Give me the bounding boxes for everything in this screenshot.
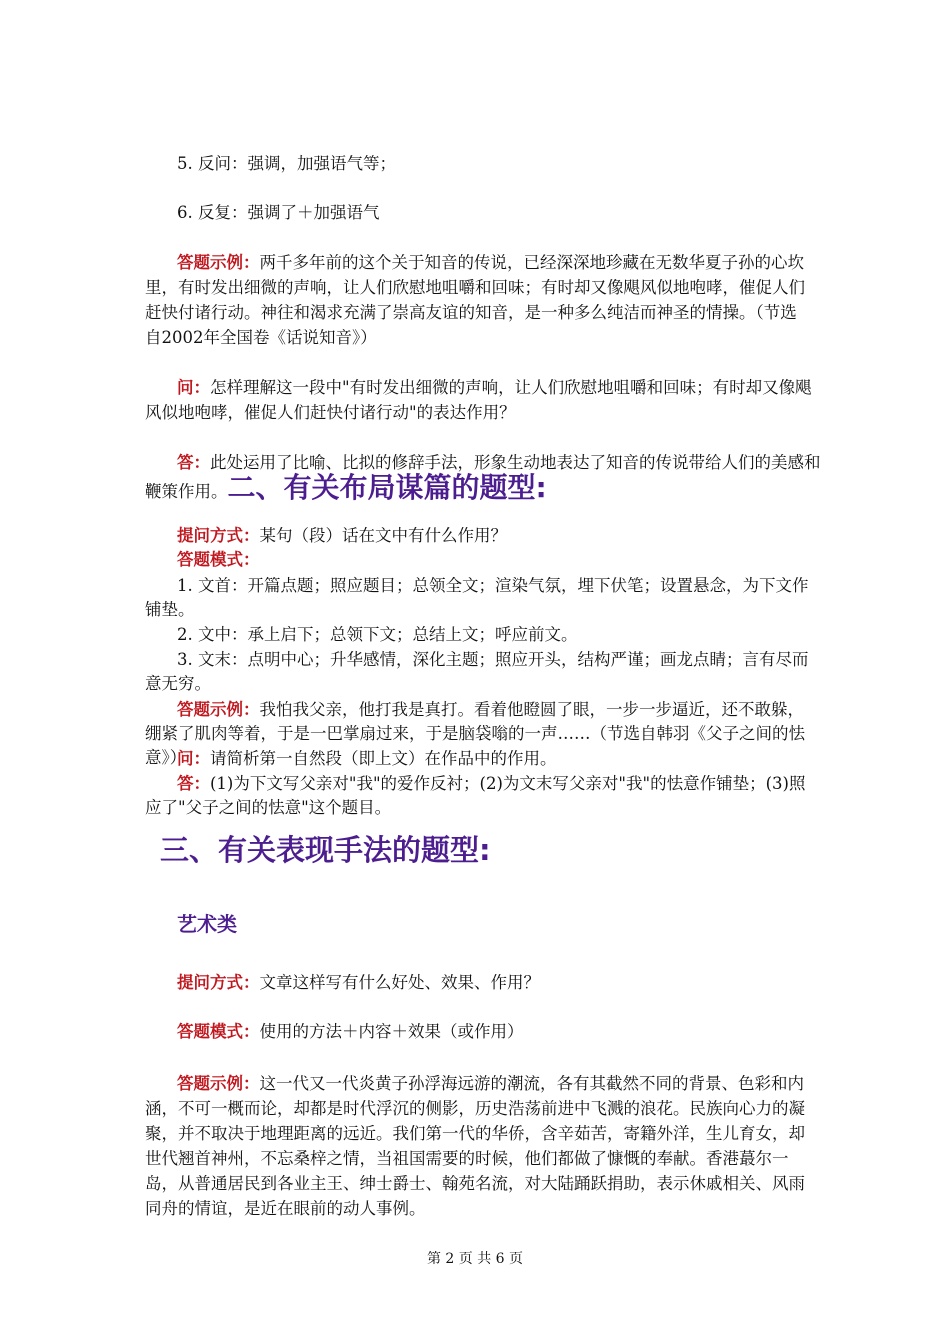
example-paragraph-zhiyin [145, 250, 813, 350]
ask-method-label: 提问方式： [177, 526, 260, 545]
example-paragraph-overseas [145, 1071, 813, 1221]
answer-paragraph [145, 450, 825, 504]
example-text: 我怕我父亲，他打我是真打。看着他瞪圆了眼，一步一步逼近，还不敢躲，绷紧了肌肉等着，于是一巴掌扇过来，于是脑袋嗡的一声……（节选自韩羽《父子之间的怯意》） [145, 700, 805, 767]
list-item-rhetorical-question: 5. 反问：强调，加强语气等； [177, 154, 396, 173]
question-text: 请简析第一自然段（即上文）在作品中的作用。 [210, 749, 557, 768]
answer-label: 答： [177, 774, 210, 793]
answer-mode-text: 使用的方法＋内容＋效果（或作用） [259, 1022, 524, 1041]
answer-mode-line-art [177, 1020, 524, 1044]
ask-method-label: 提问方式： [177, 973, 260, 992]
page-number-footer: 第 2 页 共 6 页 [426, 1251, 524, 1267]
sub-heading-art: 艺术类 [177, 912, 237, 936]
question-label: 问： [177, 749, 210, 768]
ask-method-line-art [177, 971, 540, 995]
question-paragraph-father [145, 747, 813, 771]
list-item-ending: 3. 文末：点明中心；升华感情，深化主题；照应开头，结构严谨；画龙点睛；言有尽而意无穷。 [145, 650, 809, 693]
answer-mode-label: 答题模式： [177, 1022, 260, 1041]
ask-method-text: 文章这样写有什么好处、效果、作用？ [259, 973, 540, 992]
ask-method-line [177, 524, 507, 548]
answer-paragraph-father [145, 772, 813, 820]
question-label: 问： [177, 378, 210, 397]
section-heading-techniques: 三、有关表现手法的题型: [160, 833, 491, 867]
answer-text: 此处运用了比喻、比拟的修辞手法，形象生动地表达了知音的传说带给人们的美感和鞭策作用。 [145, 453, 821, 501]
section-heading-layout: 二、有关布局谋篇的题型: [227, 471, 547, 504]
answer-text: (1)为下文写父亲对"我"的爱作反衬；(2)为文末写父亲对"我"的怯意作铺垫；(3)照应了"父子之间的怯意"这个题目。 [145, 774, 806, 817]
question-text: 怎样理解这一段中"有时发出细微的声响，让人们欣慰地咀嚼和回味；有时却又像飓风似地咆哮，催促人们赶快付诸行动"的表达作用？ [145, 378, 812, 422]
answer-label: 答： [177, 453, 210, 472]
answer-mode-line [177, 548, 260, 572]
list-item-opening: 1. 文首：开篇点题；照应题目；总领全文；渲染气氛，埋下伏笔；设置悬念，为下文作铺垫。 [145, 576, 809, 619]
list-item-middle: 2. 文中：承上启下；总领下文；总结上文；呼应前文。 [177, 625, 578, 644]
example-label: 答题示例： [177, 700, 260, 719]
question-paragraph [145, 375, 813, 425]
example-label: 答题示例： [177, 253, 260, 272]
example-text: 两千多年前的这个关于知音的传说，已经深深地珍藏在无数华夏子孙的心坎里，有时发出细微的声响，让人们欣慰地咀嚼和回味；有时却又像飓风似地咆哮，催促人们赶快付诸行动。神往和渴求充满了崇高友谊的知音，是一种多么纯洁而神圣的情操。（节选自2002年全国卷《话说知音》） [145, 253, 805, 347]
list-item-repetition: 6. 反复：强调了＋加强语气 [177, 203, 380, 222]
example-text: 这一代又一代炎黄子孙浮海远游的潮流，各有其截然不同的背景、色彩和内涵，不可一概而论，却都是时代浮沉的侧影，历史浩荡前进中飞溅的浪花。民族向心力的凝聚，并不取决于地理距离的远近。我们第一代的华侨，含辛茹苦，寄籍外洋，生儿育女，却世代翘首神州，不忘桑梓之情，当祖国需要的时候，他们都做了慷慨的奉献。香港蕞尔一岛，从普通居民到各业主王、绅士爵士、翰苑名流，对大陆踊跃捐助，表示休戚相关、风雨同舟的情谊，是近在眼前的动人事例。 [145, 1074, 805, 1218]
ask-method-text: 某句（段）话在文中有什么作用？ [259, 526, 507, 545]
answer-mode-label: 答题模式： [177, 550, 260, 569]
example-label: 答题示例： [177, 1074, 260, 1093]
